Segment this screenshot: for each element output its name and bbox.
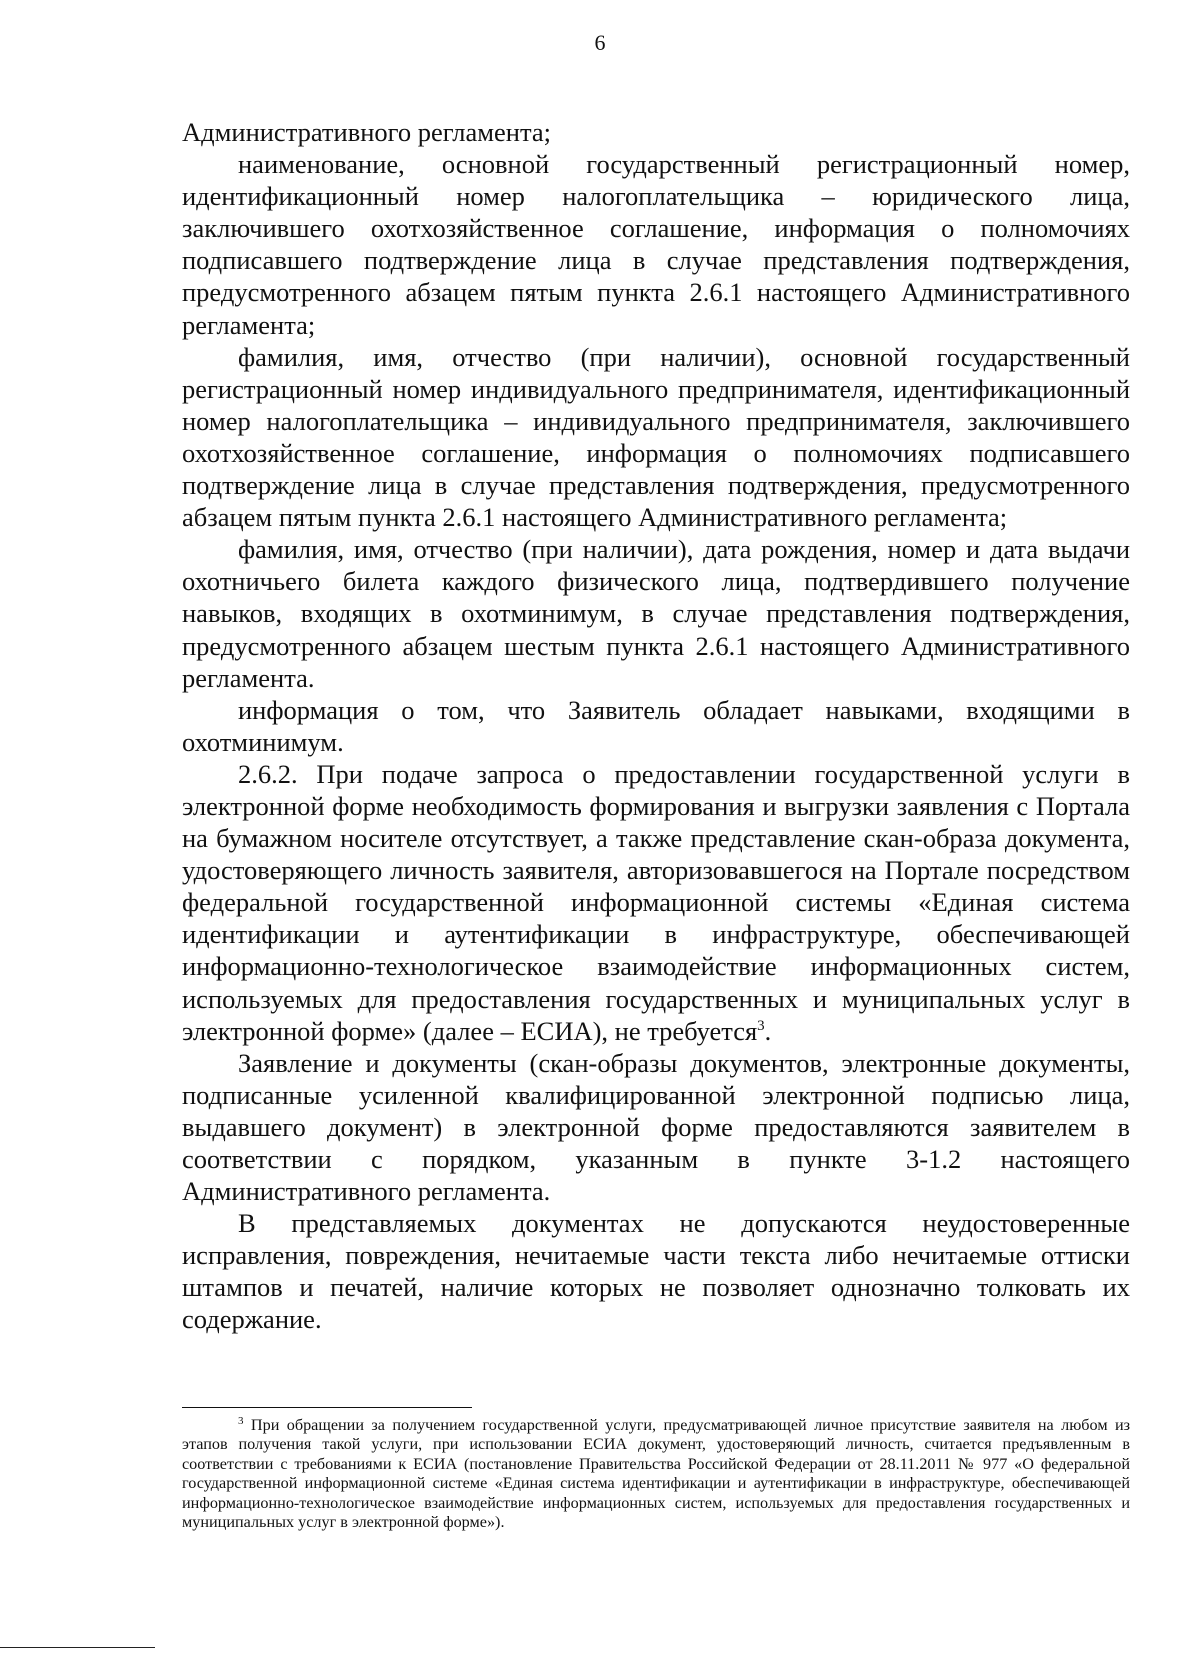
paragraph-skills-info: информация о том, что Заявитель обладает навыками, входящими в охотминимум. (182, 694, 1130, 757)
footnote-text: При обращении за получением государственной услуги, предусматривающей личное присутствие заявителя на любом из этапов получения такой услуги, при использовании ЕСИА документ, удостоверяющий личность, считается предъявленным в соответствии с требованиями к ЕСИА (постановление Правительства Российской Федерации от 28.11.2011 № 977 «О федеральной государственной информационной системе «Единая система идентификации и аутентификации в инфраструктуре, обеспечивающей информационно-технологическое взаимодействие информационных систем, используемых для предоставления государственных и муниципальных услуг в электронной форме»). (182, 1416, 1131, 1532)
paragraph-entrepreneur-info: фамилия, имя, отчество (при наличии), основной государственный регистрационный номер индивидуального предпринимателя, идентификационный номер налогоплательщика – индивидуального предпринимателя, заключившего охотхозяйственное соглашение, информация о полномочиях подписавшего подтверждение лица в случае представления подтверждения, предусмотренного абзацем пятым пункта 2.6.1 настоящего Административного регламента; (182, 341, 1130, 533)
paragraph-application-documents: Заявление и документы (скан-образы документов, электронные документы, подписанные усиленной квалифицированной электронной подписью лица, выдавшего документ) в электронной форме предоставляются заявителем в соответствии с порядком, указанным в пункте 3-1.2 настоящего Административного регламента. (182, 1047, 1130, 1207)
paragraph-continuation: Административного регламента; (182, 117, 551, 147)
footnote-reference[interactable]: 3 (757, 1017, 765, 1034)
paragraph-individual-info: фамилия, имя, отчество (при наличии), дата рождения, номер и дата выдачи охотничьего билета каждого физического лица, подтвердившего получение навыков, входящих в охотминимум, в случае представления подтверждения, предусмотренного абзацем шестым пункта 2.6.1 настоящего Административного регламента. (182, 534, 1130, 693)
scan-edge-line (0, 1647, 155, 1648)
paragraph-document-requirements: В представляемых документах не допускаются неудостоверенные исправления, повреждения, нечитаемые части текста либо нечитаемые оттиски штампов и печатей, наличие которых не позволяет однозначно толковать их содержание. (182, 1208, 1130, 1335)
document-body (182, 116, 1130, 1336)
paragraph-legal-entity-info: наименование, основной государственный регистрационный номер, идентификационный номер налогоплательщика – юридического лица, заключившего охотхозяйственное соглашение, информация о полномочиях подписавшего подтверждение лица в случае представления подтверждения, предусмотренного абзацем пятым пункта 2.6.1 настоящего Административного регламента; (182, 149, 1130, 340)
footnote-reference-tail: . (764, 1015, 772, 1046)
footnote-separator (182, 1407, 472, 1408)
footnote: 3 При обращении за получением государственной услуги, предусматривающей личное присутствие заявителя на любом из этапов получения такой услуги, при использовании ЕСИА документ, удостоверяющий личность, считается предъявленным в соответствии с требованиями к ЕСИА (постановление Правительства Российской Федерации от 28.11.2011 № 977 «О федеральной государственной информационной системе «Единая система идентификации и аутентификации в инфраструктуре, обеспечивающей информационно-технологическое взаимодействие информационных систем, используемых для предоставления государственных и муниципальных услуг в электронной форме»). (182, 1414, 1131, 1532)
paragraph-section-2-6-2 (182, 758, 1130, 1047)
paragraph-section-2-6-2-text: 2.6.2. При подаче запроса о предоставлении государственной услуги в электронной форме необходимость формирования и выгрузки заявления с Портала на бумажном носителе отсутствует, а также представление скан-образа документа, удостоверяющего личность заявителя, авторизовавшегося на Портале посредством федеральной государственной информационной системы «Единая система идентификации и аутентификации в инфраструктуре, обеспечивающей информационно-технологическое взаимодействие информационных систем, используемых для предоставления государственных и муниципальных услуг в электронной форме» (далее – ЕСИА), не требуется (182, 758, 1130, 1046)
page-number: 6 (594, 30, 606, 55)
